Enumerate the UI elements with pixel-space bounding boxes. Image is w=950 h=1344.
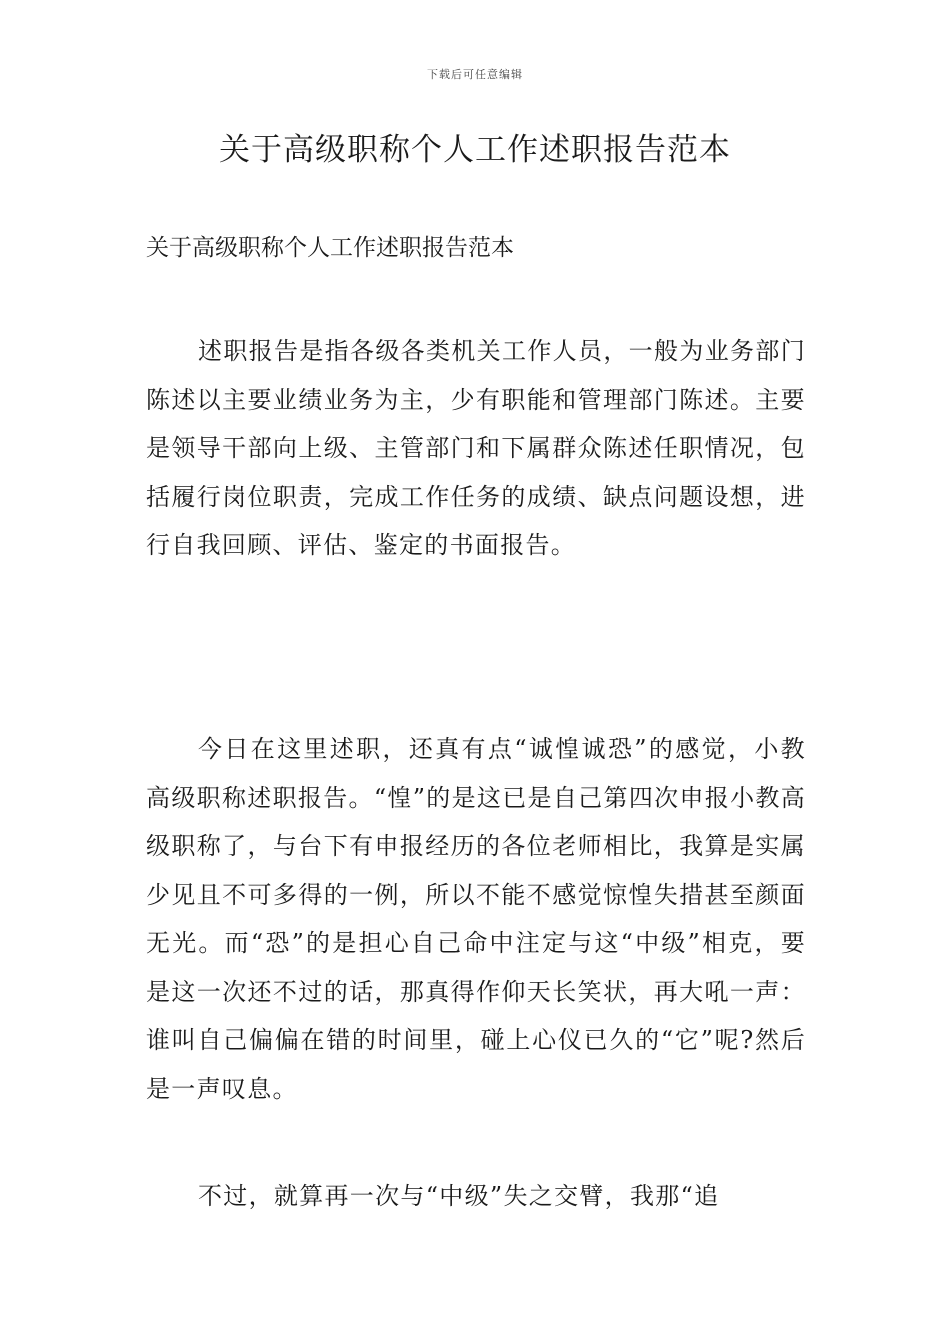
header-note: 下载后可任意编辑 (427, 68, 523, 81)
document-title: 关于高级职称个人工作述职报告范本 (219, 132, 731, 168)
paragraph-3: 不过，就算再一次与“中级”失之交臂，我那“追 (198, 1182, 720, 1210)
document-subtitle: 关于高级职称个人工作述职报告范本 (146, 235, 514, 261)
paragraph-2: 今日在这里述职，还真有点“诚惶诚恐”的感觉，小教高级职称述职报告。“惶”的是这已是自己第四次申报小教高级职称了，与台下有申报经历的各位老师相比，我算是实属少见且不可多得的一例，所以不能不感觉惊惶失措甚至颜面无光。而“恐”的是担心自己命中注定与这“中级”相克，要是这一次还不过的话，那真得作仰天长笑状，再大吼一声：谁叫自己偏偏在错的时间里，碰上心仪已久的“它”呢?然后是一声叹息。 (146, 735, 806, 1103)
paragraph-1: 述职报告是指各级各类机关工作人员，一般为业务部门陈述以主要业绩业务为主，少有职能和管理部门陈述。主要是领导干部向上级、主管部门和下属群众陈述任职情况，包括履行岗位职责，完成工作任务的成绩、缺点问题设想，进行自我回顾、评估、鉴定的书面报告。 (146, 337, 806, 559)
